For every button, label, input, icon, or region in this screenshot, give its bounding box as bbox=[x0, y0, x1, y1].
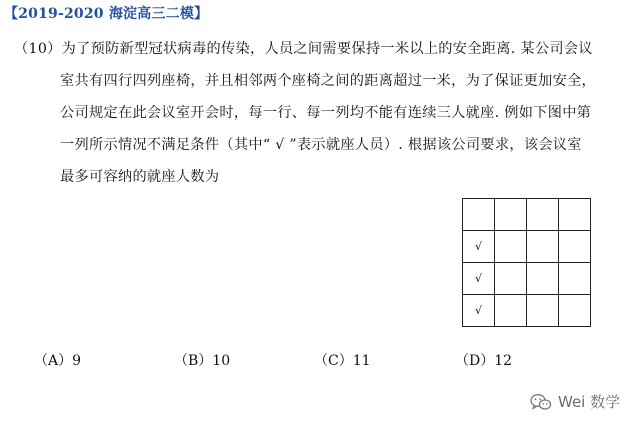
grid-cell: √ bbox=[463, 263, 495, 295]
source-tag: 【2019-2020 海淀高三二模】 bbox=[4, 6, 209, 22]
question-line-4: 一列所示情况不满足条件（其中“ √ ”表示就座人员）. 根据该公司要求，该会议室 bbox=[60, 137, 582, 153]
grid-cell: √ bbox=[463, 231, 495, 263]
wechat-icon bbox=[530, 393, 552, 411]
grid-cell bbox=[527, 295, 559, 327]
grid-cell bbox=[495, 263, 527, 295]
option-a[interactable]: （A）9 bbox=[34, 353, 82, 369]
grid-cell bbox=[559, 295, 591, 327]
grid-cell bbox=[495, 295, 527, 327]
watermark-text: Wei 数学 bbox=[558, 393, 621, 411]
grid-cell: √ bbox=[463, 295, 495, 327]
grid-row bbox=[463, 231, 591, 263]
grid-row bbox=[463, 263, 591, 295]
grid-cell bbox=[495, 231, 527, 263]
watermark bbox=[530, 391, 620, 412]
grid-cell bbox=[559, 199, 591, 231]
grid-cell bbox=[463, 199, 495, 231]
seat-grid bbox=[462, 198, 591, 327]
grid-cell bbox=[495, 199, 527, 231]
question-line-5: 最多可容纳的就座人数为 bbox=[60, 169, 220, 185]
grid-cell bbox=[527, 263, 559, 295]
question-line-1: （10）为了预防新型冠状病毒的传染，人员之间需要保持一米以上的安全距离. 某公司会议 bbox=[14, 41, 593, 57]
grid-cell bbox=[559, 231, 591, 263]
grid-row bbox=[463, 295, 591, 327]
option-d[interactable]: （D）12 bbox=[455, 353, 513, 369]
option-c[interactable]: （C）11 bbox=[314, 353, 371, 369]
grid-row bbox=[463, 199, 591, 231]
option-b[interactable]: （B）10 bbox=[174, 353, 231, 369]
question-line-2: 室共有四行四列座椅，并且相邻两个座椅之间的距离超过一米，为了保证更加安全， bbox=[60, 73, 597, 89]
grid-cell bbox=[559, 263, 591, 295]
grid-cell bbox=[527, 199, 559, 231]
question-line-3: 公司规定在此会议室开会时，每一行、每一列均不能有连续三人就座. 例如下图中第 bbox=[60, 105, 592, 121]
grid-cell bbox=[527, 231, 559, 263]
